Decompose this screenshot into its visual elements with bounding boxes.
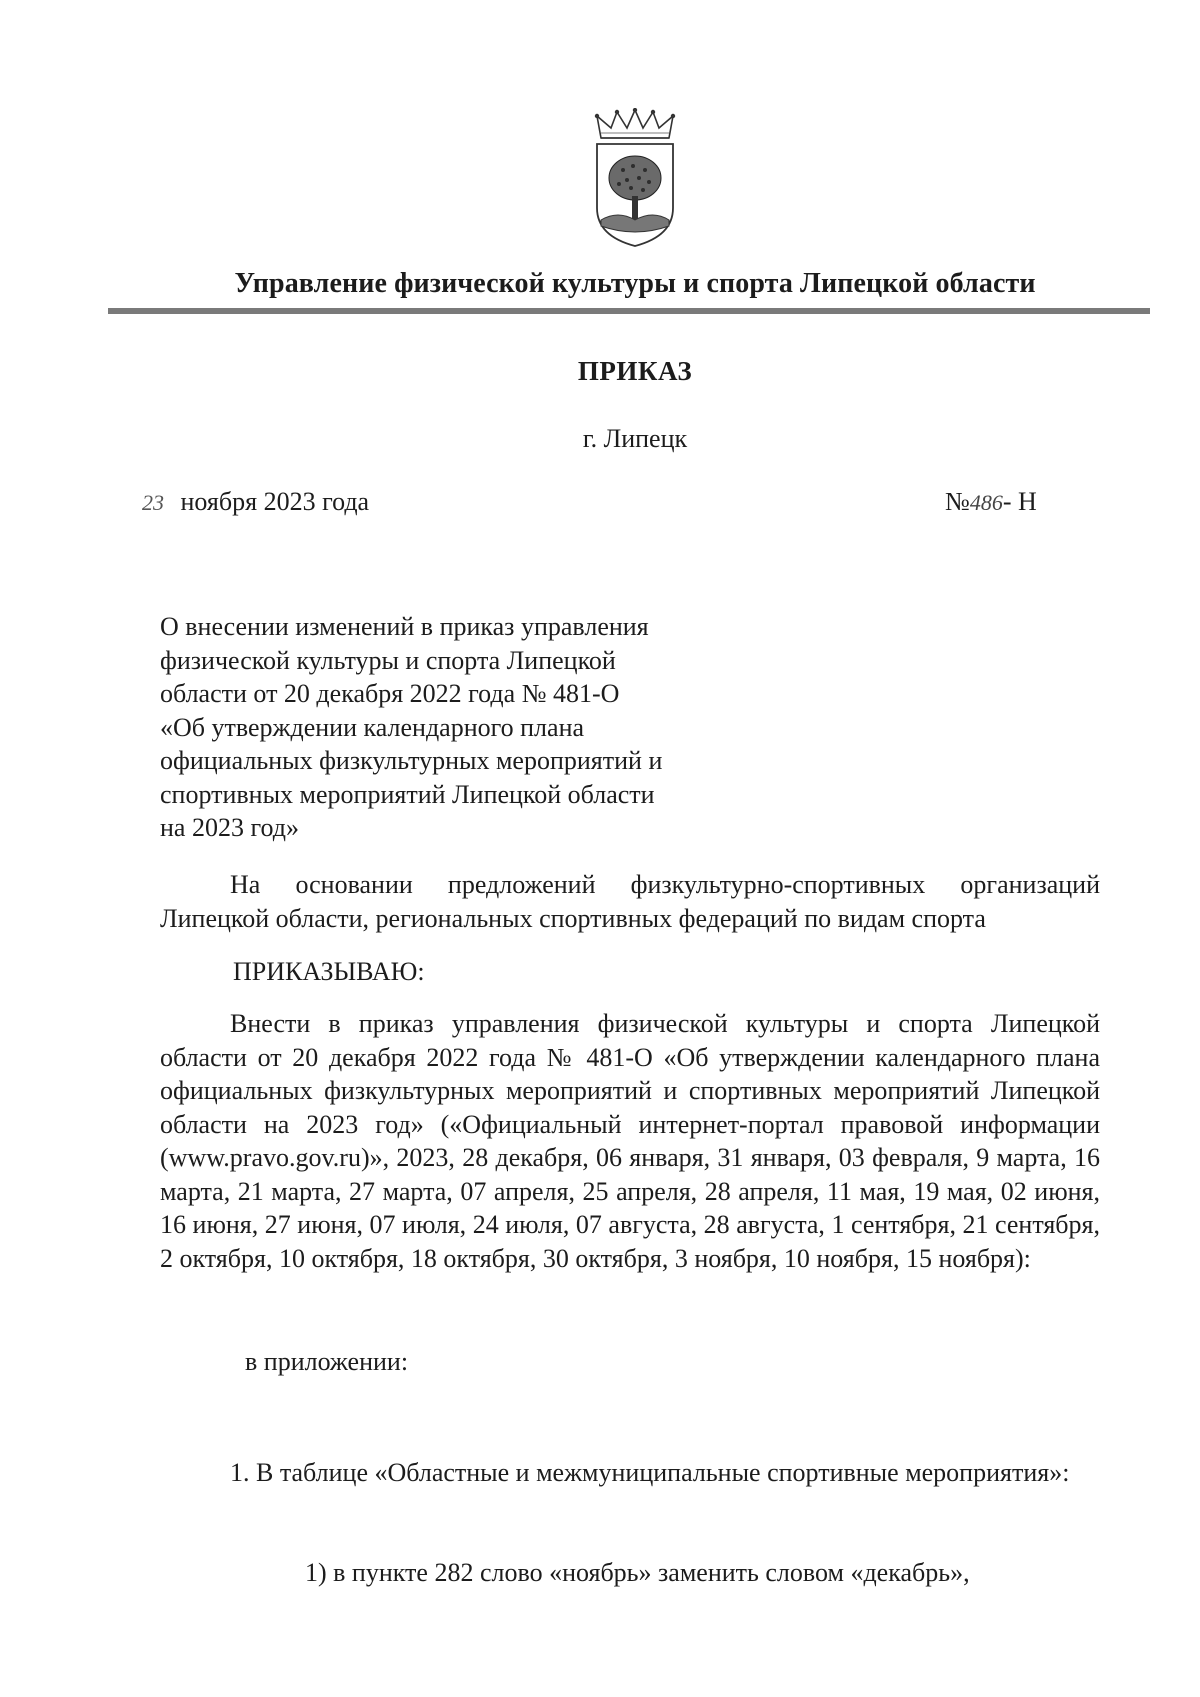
appendix-heading: в приложении: bbox=[245, 1347, 409, 1376]
city: г. Липецк bbox=[582, 424, 688, 453]
item-1-paragraph: 1. В таблице «Областные и межмуниципальные спортивные мероприятия»: bbox=[230, 1458, 1070, 1487]
organization-title: Управление физической культуры и спорта Липецкой области bbox=[234, 268, 1036, 299]
order-subject bbox=[160, 610, 720, 845]
document-type: ПРИКАЗ bbox=[577, 356, 693, 386]
subject-line: О внесении изменений в приказ управления bbox=[160, 612, 649, 641]
number-prefix: № bbox=[945, 487, 970, 516]
order-date bbox=[142, 487, 369, 517]
subject-line: физической культуры и спорта Липецкой bbox=[160, 645, 616, 675]
coat-of-arms-icon bbox=[583, 108, 687, 248]
subject-line: спортивных мероприятий Липецкой области bbox=[160, 779, 655, 809]
date-text: ноября 2023 года bbox=[180, 487, 370, 516]
handwritten-day: 23 bbox=[142, 490, 164, 515]
subitem-1-paragraph: 1) в пункте 282 слово «ноябрь» заменить словом «декабрь», bbox=[305, 1558, 970, 1587]
header-divider bbox=[108, 308, 1150, 314]
basis-paragraph: На основании предложений физкультурно-спортивных организаций Липецкой области, региональных спортивных федераций по видам спорта bbox=[160, 870, 1100, 933]
subject-line: области от 20 декабря 2022 года № 481-О bbox=[160, 679, 620, 708]
handwritten-number: 486 bbox=[969, 490, 1003, 515]
amendment-paragraph: Внести в приказ управления физической культуры и спорта Липецкой области от 20 декабря 2022 года № 481-О «Об утверждении календарного плана официальных физкультурных мероприятий и спортивных мероприятий Липецкой области на 2023 год» («Официальный интернет-портал правовой информации (www.pravo.gov.ru)», 2023, 28 декабря, 06 января, 31 января, 03 февраля, 9 марта, 16 марта, 21 марта, 27 марта, 07 апреля, 25 апреля, 28 апреля, 11 мая, 19 мая, 02 июня, 16 июня, 27 июня, 07 июля, 24 июля, 07 августа, 28 августа, 1 сентября, 21 сентября, 2 октября, 10 октября, 18 октября, 30 октября, 3 ноября, 10 ноября, 15 ноября): bbox=[160, 1009, 1100, 1273]
number-suffix: - Н bbox=[1002, 487, 1037, 516]
order-directive: ПРИКАЗЫВАЮ: bbox=[233, 957, 425, 986]
subject-line: на 2023 год» bbox=[160, 813, 299, 842]
subject-line: «Об утверждении календарного плана bbox=[160, 712, 585, 742]
subject-line: официальных физкультурных мероприятий и bbox=[160, 746, 663, 775]
order-number bbox=[945, 487, 1037, 517]
